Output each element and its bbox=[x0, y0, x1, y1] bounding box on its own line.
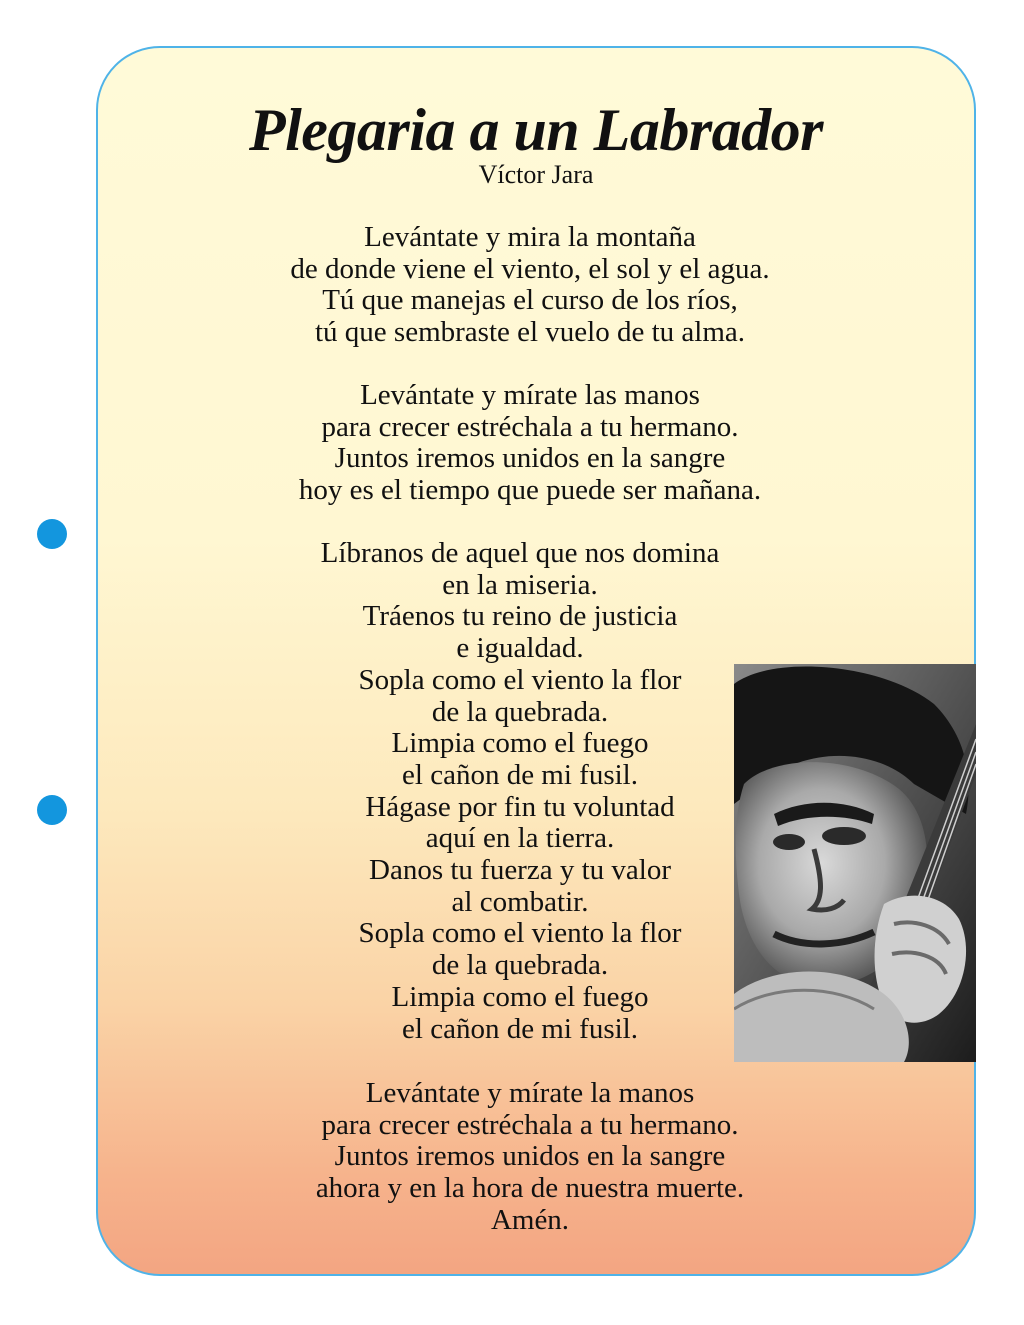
binder-hole-top bbox=[37, 519, 67, 549]
verse-line: Danos tu fuerza y tu valor bbox=[369, 854, 671, 887]
verse-line: al combatir. bbox=[451, 885, 589, 918]
poem-title: Plegaria a un Labrador bbox=[248, 97, 824, 163]
verse-line: en la miseria. bbox=[442, 568, 598, 601]
verse-line: el cañon de mi fusil. bbox=[402, 1012, 638, 1045]
stanza-2 bbox=[240, 380, 820, 507]
verse-line: Hágase por fin tu voluntad bbox=[365, 790, 675, 823]
verse-line: e igualdad. bbox=[456, 632, 584, 665]
verse-line: Limpia como el fuego bbox=[391, 980, 649, 1013]
verse-line: Levántate y mira la montaña bbox=[364, 221, 696, 253]
verse-line: Sopla como el viento la flor bbox=[358, 663, 682, 696]
verse-line: de la quebrada. bbox=[431, 695, 609, 728]
verse-line: Levántate y mírate la manos bbox=[365, 1077, 695, 1109]
verse-line: Limpia como el fuego bbox=[391, 727, 649, 760]
verse-line: ahora y en la hora de nuestra muerte. bbox=[315, 1172, 745, 1205]
binder-hole-bottom bbox=[37, 795, 67, 825]
verse-line: Tú que manejas el curso de los ríos, bbox=[322, 284, 738, 317]
verse-line: Líbranos de aquel que nos domina bbox=[320, 537, 720, 569]
verse-line: aquí en la tierra. bbox=[425, 822, 615, 855]
stanza-3 bbox=[240, 538, 800, 1045]
verse-line: para crecer estréchala a tu hermano. bbox=[321, 1108, 739, 1141]
guitarist-photo bbox=[734, 664, 976, 1062]
stanza-1 bbox=[240, 222, 820, 349]
verse-line: de la quebrada. bbox=[431, 949, 609, 982]
poem-author: Víctor Jara bbox=[478, 160, 594, 189]
verse-line: Amén. bbox=[490, 1203, 570, 1236]
guitarist-photo-illustration bbox=[734, 664, 976, 1062]
verse-line: Juntos iremos unidos en la sangre bbox=[334, 442, 726, 475]
verse-line: hoy es el tiempo que puede ser mañana. bbox=[298, 474, 762, 507]
verse-line: Sopla como el viento la flor bbox=[358, 917, 682, 950]
stanza-4 bbox=[240, 1078, 820, 1237]
verse-line: Levántate y mírate las manos bbox=[360, 379, 700, 411]
verse-line: para crecer estréchala a tu hermano. bbox=[321, 410, 739, 443]
verse-line: el cañon de mi fusil. bbox=[402, 758, 638, 791]
verse-line: de donde viene el viento, el sol y el agua. bbox=[290, 252, 770, 285]
verse-line: Tráenos tu reino de justicia bbox=[362, 600, 678, 633]
verse-line: Juntos iremos unidos en la sangre bbox=[334, 1140, 726, 1173]
verse-line: tú que sembraste el vuelo de tu alma. bbox=[314, 316, 746, 349]
